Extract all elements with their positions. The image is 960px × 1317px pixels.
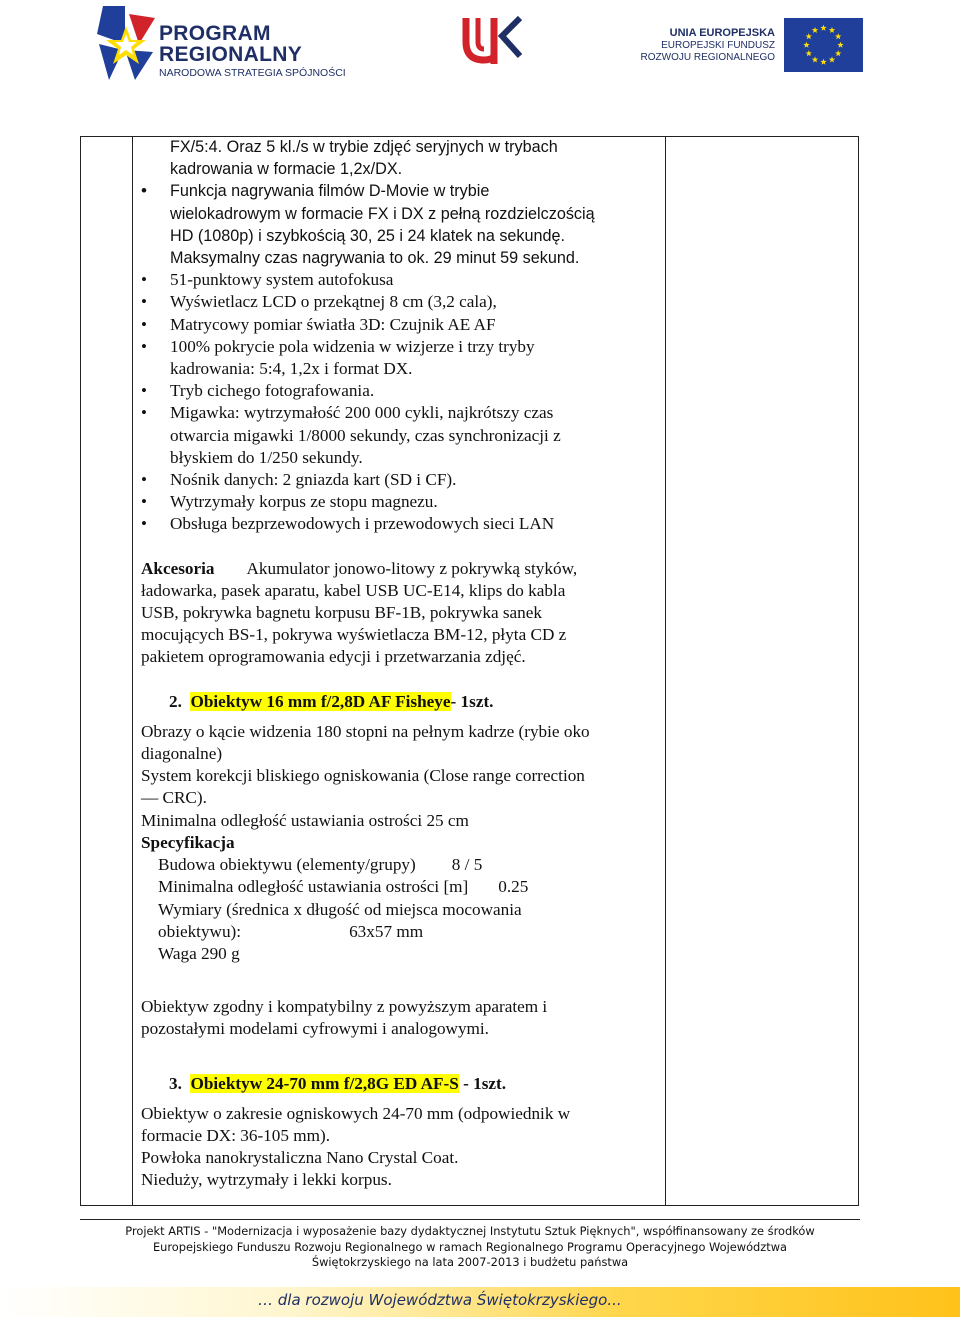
item-name: Obiektyw 16 mm f/2,8D AF Fisheye [190, 691, 451, 711]
list-item: • Matrycowy pomiar światła 3D: Czujnik AE AF [170, 314, 656, 336]
spec-label: obiektywu): [158, 921, 242, 941]
eu-fund-wordmark [637, 27, 775, 65]
intro-paragraph [141, 136, 656, 180]
spec-row: Waga 290 g [158, 943, 240, 963]
logo-subtitle: NARODOWA STRATEGIA SPÓJNOŚCI [159, 67, 346, 79]
list-item: • 100% pokrycie pola widzenia w wizjerze i trzy tryby [170, 336, 656, 358]
item-2-description [141, 721, 656, 965]
text-line: pakietem oprogramowania edycji i przetwarzania zdjęć. [141, 647, 526, 667]
text-line: pozostałymi modelami cyfrowymi i analogowymi. [141, 1019, 489, 1039]
spec-row [141, 921, 656, 943]
feature-list [141, 180, 656, 535]
spec-row [141, 854, 656, 876]
list-item: • Obsługa bezprzewodowych i przewodowych sieci LAN [170, 513, 656, 535]
text-line: Powłoka nanokrystaliczna Nano Crystal Coat. [141, 1148, 459, 1168]
text-line: Akumulator jonowo-litowy z pokrywką styków, [246, 558, 578, 578]
text-line: Nieduży, wytrzymały i lekki korpus. [141, 1170, 392, 1190]
list-item: • Migawka: wytrzymałość 200 000 cykli, najkrótszy czas [170, 402, 656, 424]
spec-row [141, 876, 656, 898]
item-number: 2. [169, 691, 182, 711]
footer-slogan-bar [0, 1287, 960, 1317]
text-line: — CRC). [141, 788, 207, 808]
text-line: System korekcji bliskiego ogniskowania (Close range correction [141, 766, 585, 786]
item-name: Obiektyw 24-70 mm f/2,8G ED AF-S [190, 1073, 459, 1093]
item-3-heading [141, 1073, 656, 1095]
list-item-continuation: HD (1080p) i szybkością 30, 25 i 24 klatek na sekundę. [170, 226, 566, 245]
list-item: • 51-punktowy system autofokusa [170, 269, 656, 291]
text-line: FX/5:4. Oraz 5 kl./s w trybie zdjęć seryjnych w trybach [170, 138, 558, 156]
spec-heading: Specyfikacja [141, 832, 235, 852]
footer-line: Świętokrzyskiego na lata 2007-2013 i budżetu państwa [311, 1255, 629, 1269]
list-item: • Nośnik danych: 2 gniazda kart (SD i CF). [170, 469, 656, 491]
list-item: • Wytrzymały korpus ze stopu magnezu. [170, 491, 656, 513]
eu-line-3: ROZWOJU REGIONALNEGO [640, 52, 775, 63]
footer-project-note [80, 1224, 860, 1271]
list-item-continuation: Maksymalny czas nagrywania to ok. 29 minut 59 sekund. [170, 249, 580, 268]
uk-university-logo-icon [458, 16, 522, 66]
spec-row: Wymiary (średnica x długość od miejsca mocowania [158, 899, 522, 919]
list-item-continuation: otwarcia migawki 1/8000 sekundy, czas synchronizacji z [170, 425, 561, 445]
footer-line: Europejskiego Funduszu Rozwoju Regionalnego w ramach Regionalnego Programu Operacyjnego Województwa [152, 1239, 788, 1254]
list-item: • Tryb cichego fotografowania. [170, 380, 656, 402]
spec-value: 0.25 [498, 877, 529, 897]
logo-line-program: PROGRAM [159, 22, 271, 45]
footer-divider [80, 1219, 860, 1220]
list-item-continuation: błyskiem do 1/250 sekundy. [170, 447, 363, 467]
text-line: Obrazy o kącie widzenia 180 stopni na pełnym kadrze (rybie oko [141, 721, 590, 741]
program-regionalny-wordmark [159, 23, 302, 65]
text-line: diagonalne) [141, 744, 223, 764]
item-quantity: - 1szt. [458, 1073, 507, 1093]
text-line: formacie DX: 36-105 mm). [141, 1125, 331, 1145]
list-item-continuation: kadrowania: 5:4, 1,2x i format DX. [170, 359, 413, 379]
list-item: • Wyświetlacz LCD o przekątnej 8 cm (3,2 cala), [170, 291, 656, 313]
text-line: kadrowania w formacie 1,2x/DX. [170, 160, 403, 179]
text-line: Obiektyw o zakresie ogniskowych 24-70 mm (odpowiednik w [141, 1103, 571, 1123]
spec-label: Budowa obiektywu (elementy/grupy) [158, 855, 416, 875]
eu-flag-icon [784, 18, 863, 72]
item-number: 3. [169, 1073, 182, 1093]
item-2-heading [141, 691, 656, 713]
text-line: USB, pokrywka bagnetu korpusu BF-1B, pokrywka sanek [141, 603, 543, 623]
spec-label: Minimalna odległość ustawiania ostrości [m] [158, 877, 469, 897]
eu-line-1: UNIA EUROPEJSKA [669, 27, 775, 39]
compatibility-paragraph [141, 996, 656, 1040]
logo-line-regionalny: REGIONALNY [159, 43, 303, 66]
akcesoria-label: Akcesoria [141, 558, 215, 578]
table-column-number [80, 136, 133, 1206]
footer-slogan: … dla rozwoju Województwa Świętokrzyskiego... [258, 1291, 622, 1309]
program-regionalny-logo [95, 4, 345, 84]
item-quantity: - 1szt. [450, 691, 494, 711]
page-header [0, 0, 960, 110]
program-regionalny-star-icon [95, 4, 157, 82]
spec-value: 8 / 5 [451, 855, 483, 875]
eu-line-2: EUROPEJSKI FUNDUSZ [661, 39, 775, 51]
akcesoria-paragraph [141, 558, 656, 669]
list-item-continuation: wielokadrowym w formacie FX i DX z pełną rozdzielczością [170, 204, 595, 223]
specification-text [141, 136, 656, 1192]
text-line: ładowarka, pasek aparatu, kabel USB UC-E14, klips do kabla [141, 580, 566, 600]
text-line: mocujących BS-1, pokrywa wyświetlacza BM-12, płyta CD z [141, 625, 567, 645]
list-item: • Funkcja nagrywania filmów D-Movie w trybie [170, 180, 656, 202]
footer-line: Projekt ARTIS - "Modernizacja i wyposażenie bazy dydaktycznej Instytutu Sztuk Pięknych", współfinansowany ze środków [125, 1224, 815, 1238]
spec-value: 63x57 mm [349, 921, 424, 941]
text-line: Minimalna odległość ustawiania ostrości 25 cm [141, 810, 469, 830]
item-3-description [141, 1103, 656, 1192]
table-column-extra [665, 136, 859, 1206]
text-line: Obiektyw zgodny i kompatybilny z powyższym aparatem i [141, 997, 548, 1017]
